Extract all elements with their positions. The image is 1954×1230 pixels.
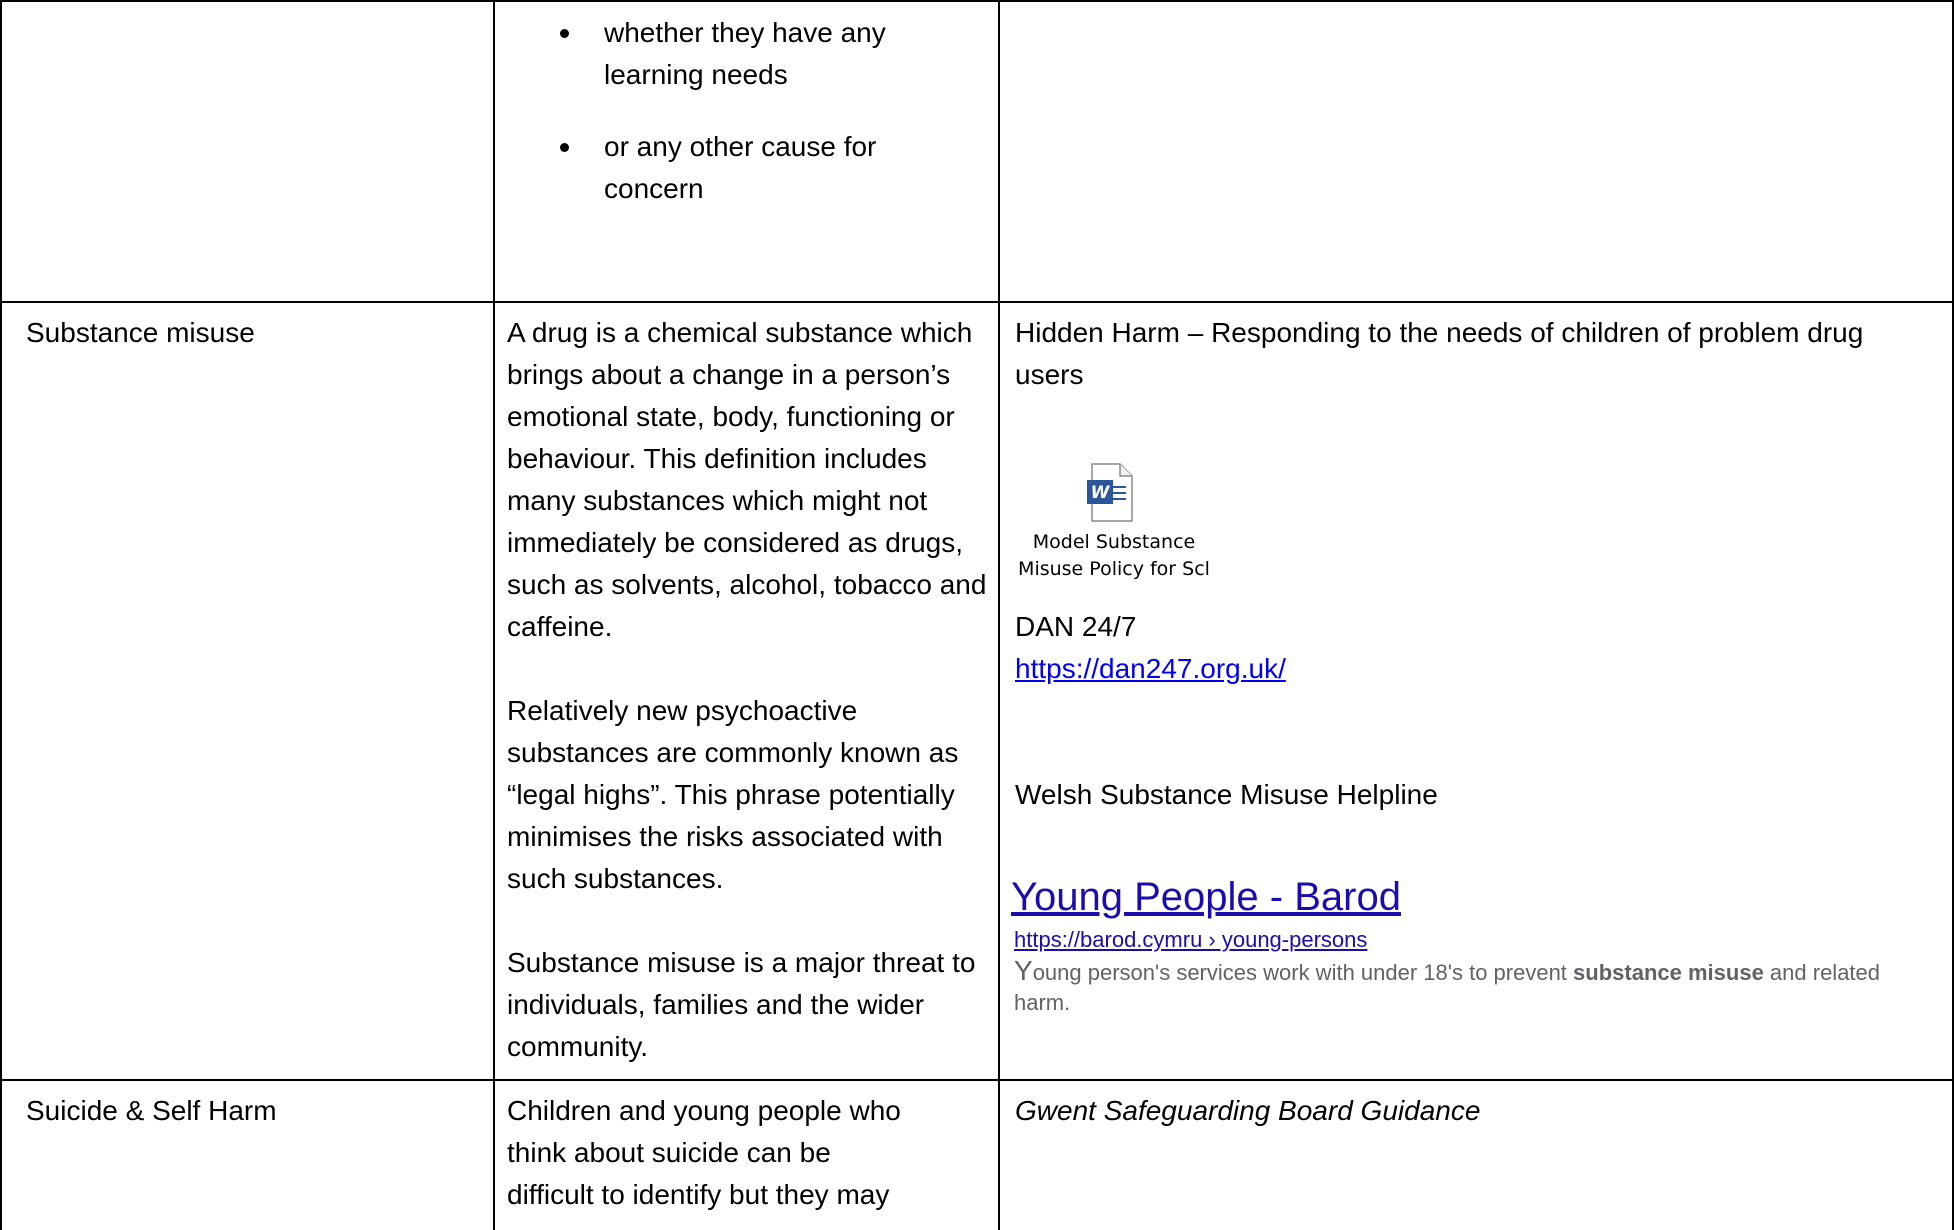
snippet-bold: substance bbox=[1573, 960, 1682, 985]
helpline-text: Welsh Substance Misuse Helpline bbox=[1015, 779, 1438, 810]
barod-search-snippet bbox=[1014, 956, 1934, 1018]
list-item: or any other cause for concern bbox=[560, 126, 980, 210]
substance-description bbox=[507, 312, 987, 1068]
description-line: think about suicide can be bbox=[507, 1137, 831, 1168]
row-title-suicide-self-harm: Suicide & Self Harm bbox=[26, 1095, 277, 1126]
dan-label: DAN 24/7 bbox=[1015, 611, 1137, 642]
table-border-left bbox=[0, 0, 2, 1230]
caption-line-1: Model Substance bbox=[1032, 531, 1196, 553]
dan-link[interactable]: https://dan247.org.uk/ bbox=[1015, 653, 1286, 684]
attachment-caption[interactable] bbox=[1004, 529, 1224, 583]
gwent-guidance-text: Gwent Safeguarding Board Guidance bbox=[1015, 1095, 1481, 1126]
svg-text:W: W bbox=[1090, 483, 1110, 503]
snippet-text: and related harm. bbox=[1014, 960, 1881, 1015]
table-border-top bbox=[0, 0, 1954, 2]
description-paragraph: A drug is a chemical substance which brings about a change in a person’s emotional state, body, functioning or behaviour. This definition includes many substances which might not immediately be considered as drugs, such as solvents, alcohol, tobacco and caffeine. bbox=[507, 317, 987, 642]
column-divider-1 bbox=[493, 0, 495, 1230]
description-paragraph: Relatively new psychoactive substances are commonly known as “legal highs”. This phrase potentially minimises the risks associated with such substances. bbox=[507, 695, 959, 894]
row-divider-1 bbox=[0, 301, 1954, 303]
description-line: difficult to identify but they may bbox=[507, 1179, 890, 1210]
suicide-description bbox=[507, 1090, 987, 1216]
continued-bullet-list bbox=[560, 12, 980, 240]
word-document-icon[interactable] bbox=[1086, 463, 1138, 523]
snippet-bold: misuse bbox=[1687, 960, 1764, 985]
description-line: Children and young people who bbox=[507, 1095, 901, 1126]
list-item: whether they have any learning needs bbox=[560, 12, 980, 96]
row-title-substance-misuse: Substance misuse bbox=[26, 317, 255, 348]
snippet-text: oung person's services work with under 18's to prevent bbox=[1032, 960, 1574, 985]
caption-line-2: Misuse Policy for Scl bbox=[1018, 558, 1210, 580]
barod-search-url-link[interactable]: https://barod.cymru › young-persons bbox=[1014, 927, 1368, 952]
hidden-harm-text: Hidden Harm – Responding to the needs of children of problem drug users bbox=[1015, 317, 1864, 390]
snippet-first-letter: Y bbox=[1014, 955, 1033, 986]
barod-search-title-link[interactable]: Young People - Barod bbox=[1011, 875, 1401, 919]
description-paragraph: Substance misuse is a major threat to individuals, families and the wider community. bbox=[507, 947, 976, 1062]
column-divider-2 bbox=[998, 0, 1000, 1230]
row-divider-2 bbox=[0, 1079, 1954, 1081]
